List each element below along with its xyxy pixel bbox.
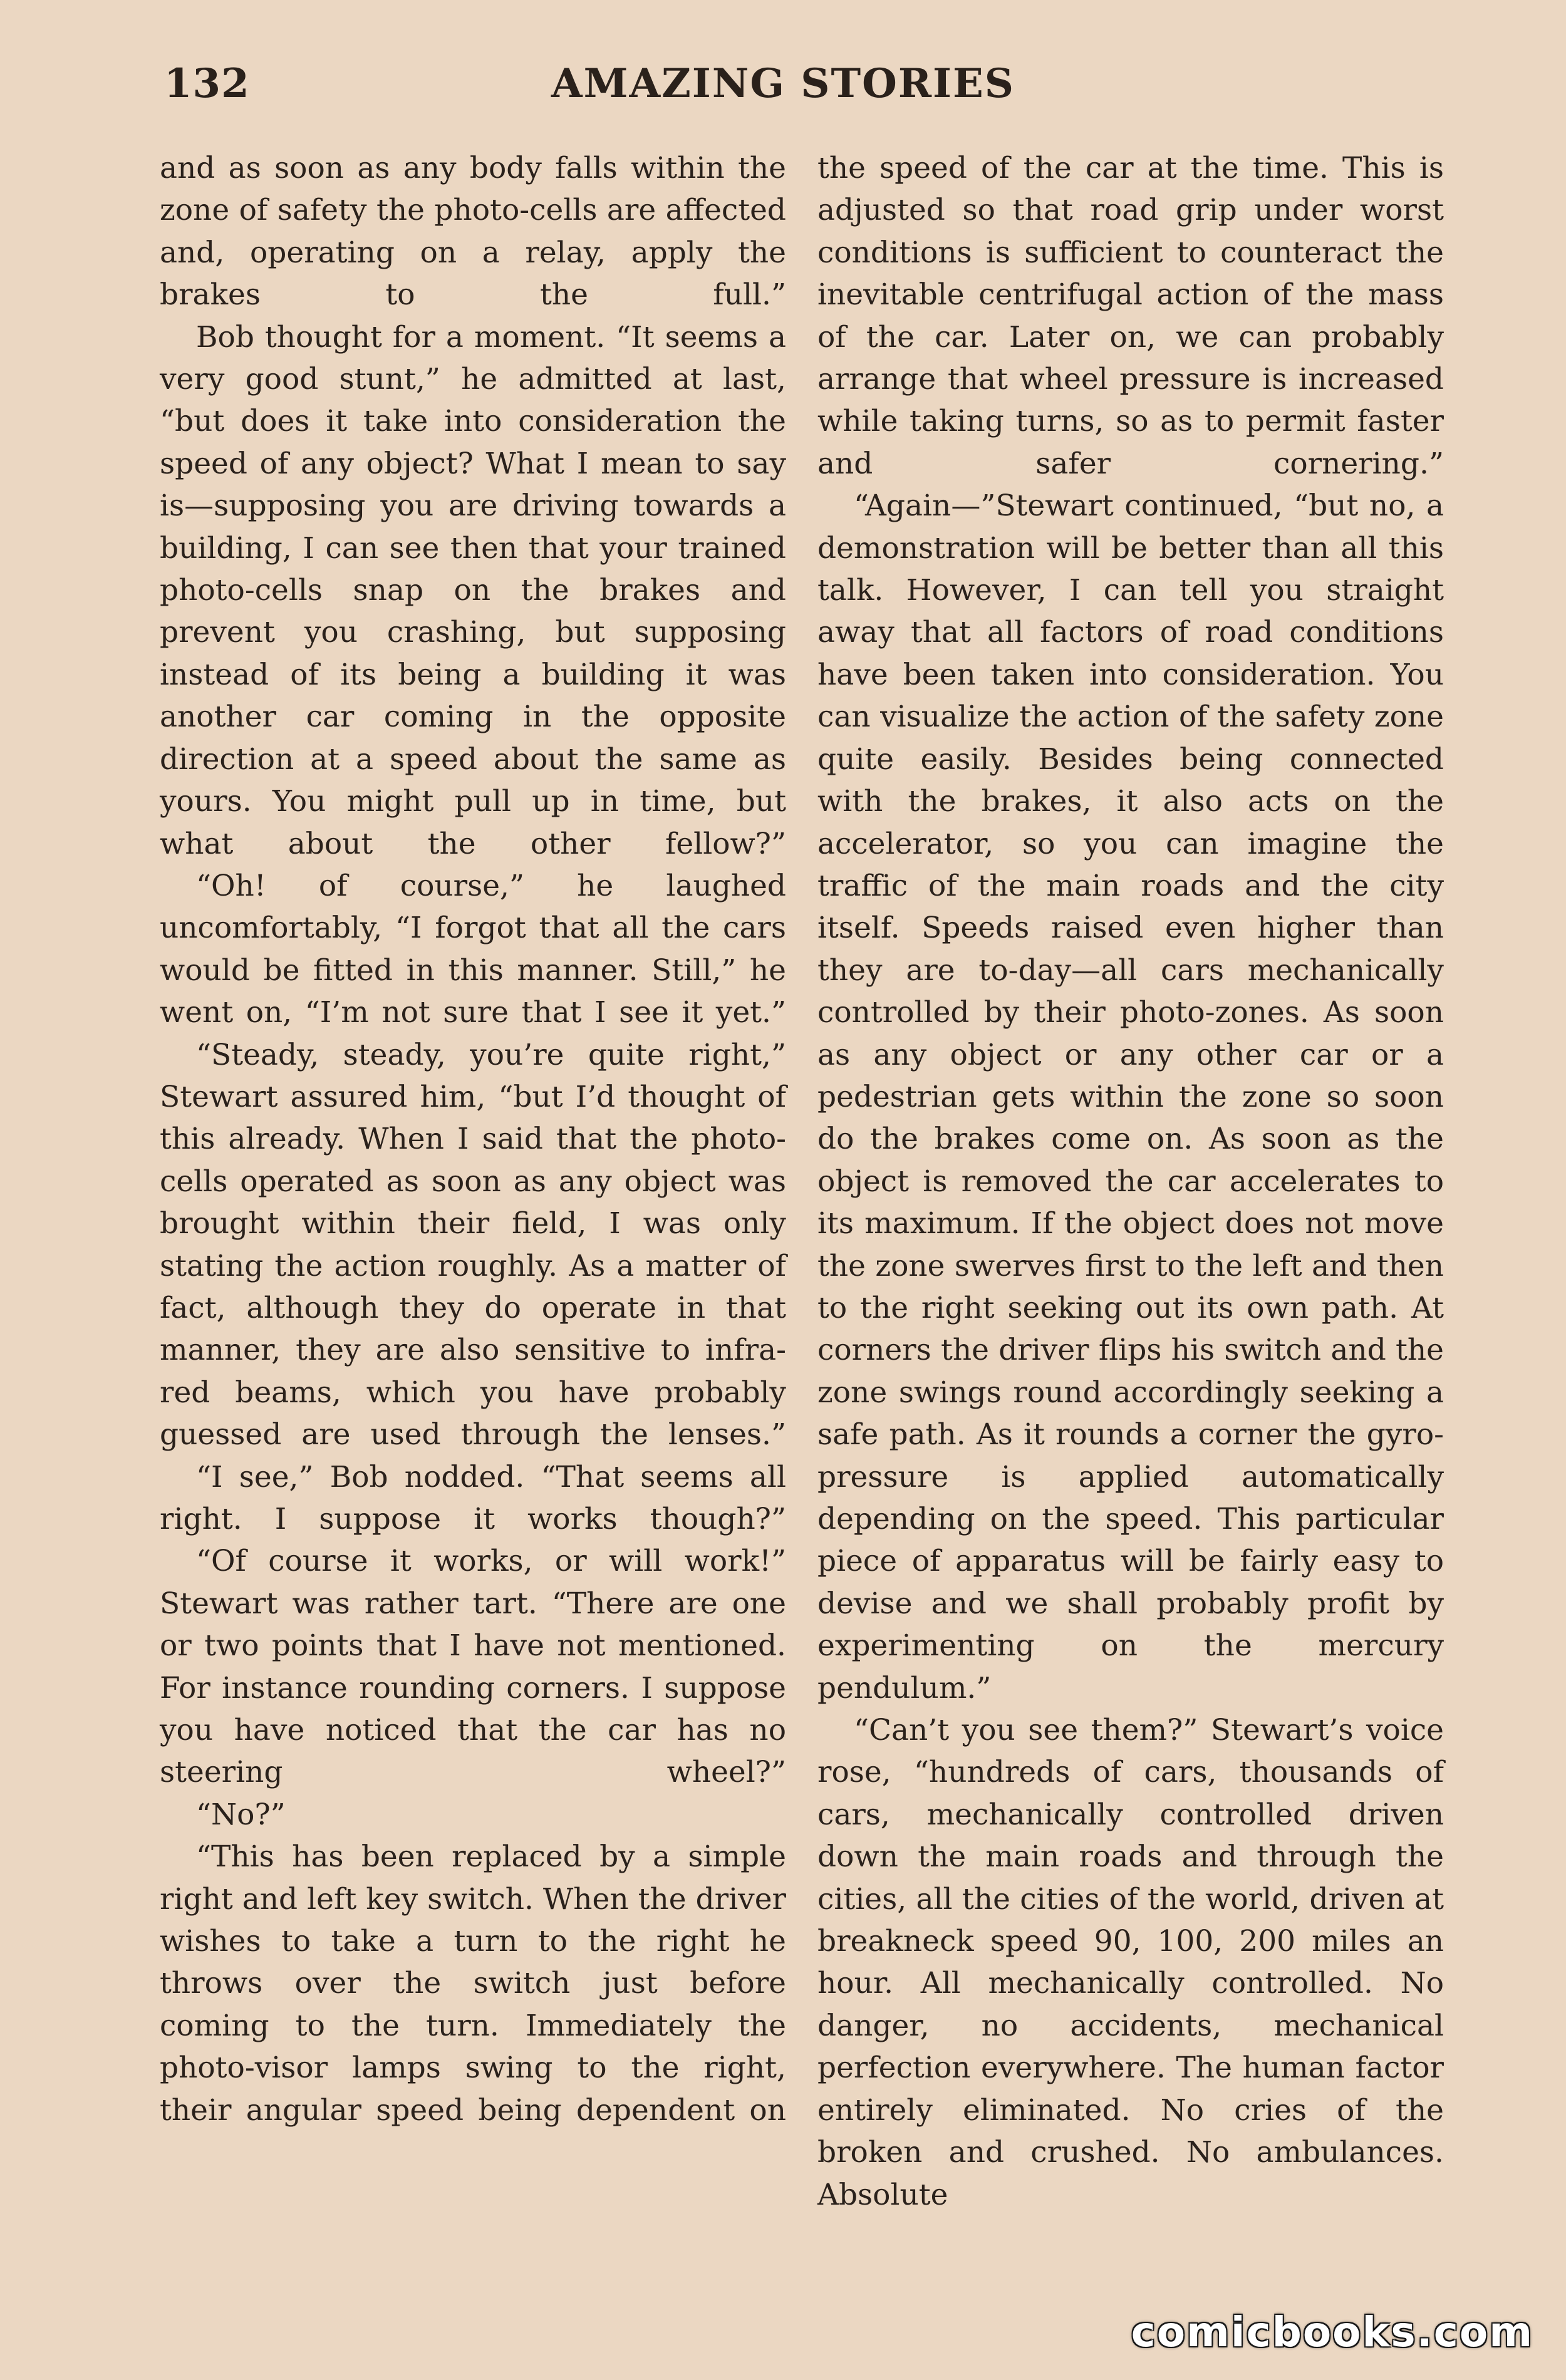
running-head: AMAZING STORIES xyxy=(551,60,1015,107)
paragraph: “Again—”Stewart continued, “but no, a demonstration will be better than all this talk. However, I can tell you straight away that all factors of road conditions have been taken into consideration. You can visualize the action of the safety zone quite easily. Besides being connected with the brakes, it also acts on the accelerator, so you can imagine the traffic of the main roads and the city itself. Speeds raised even higher than they are to-day—all cars mechanically controlled by their photo-zones. As soon as any object or any other car or a pedestrian gets within the zone so soon do the brakes come on. As soon as the object is removed the car accelerates to its maximum. If the object does not move the zone swerves first to the left and then to the right seeking out its own path. At corners the driver flips his switch and the zone swings round accordingly seeking a safe path. As it rounds a corner the gyro-pressure is applied automatically depending on the speed. This particular piece of apparatus will be fairly easy to devise and we shall probably profit by experimenting on the mercury pendulum.” xyxy=(817,489,1444,1705)
paragraph: “Can’t you see them?” Stewart’s voice rose, “hundreds of cars, thousands of cars, mechanically controlled driven down the main roads and through the cities, all the cities of the world, driven at breakneck speed 90, 100, 200 miles an hour. All mechanically controlled. No danger, no accidents, mechanical perfection everywhere. The human factor entirely eliminated. No cries of the broken and crushed. No ambulances. Absolute xyxy=(817,1713,1444,2212)
site-watermark: comicbooks.com xyxy=(1131,2308,1533,2356)
paragraph: the speed of the car at the time. This is adjusted so that road grip under worst conditions is sufficient to counteract the inevitable centrifugal action of the mass of the car. Later on, we can probably arrange that wheel pressure is increased while taking turns, so as to permit faster and safer cornering.” xyxy=(817,151,1444,481)
paragraph: “This has been replaced by a simple right and left key switch. When the driver wishes to take a turn to the right he throws over the switch just before coming to the turn. Immediately the photo-visor lamps swing to the right, their angular speed being dependent on xyxy=(160,1839,786,2128)
paragraph: and as soon as any body falls within the zone of safety the photo-cells are affected and, operating on a relay, apply the brakes to the full.” xyxy=(160,151,786,313)
paragraph: Bob thought for a moment. “It seems a very good stunt,” he admitted at last, “but does it take into consideration the speed of any object? What I mean to say is—supposing you are driving towards a building, I can see then that your trained photo-cells snap on the brakes and prevent you crashing, but supposing instead of its being a building it was another car coming in the opposite direction at a speed about the same as yours. You might pull up in time, but what about the other fellow?” xyxy=(160,319,786,861)
paragraph: “No?” xyxy=(196,1797,286,1832)
right-column xyxy=(817,147,1444,2216)
paragraph: “Steady, steady, you’re quite right,” Stewart assured him, “but I’d thought of this already. When I said that the photo-cells operated as soon as any object was brought within their field, I was only stating the action roughly. As a matter of fact, although they do operate in that manner, they are also sensitive to infra-red beams, which you have probably guessed are used through the lenses.” xyxy=(160,1037,786,1452)
left-column xyxy=(160,147,786,2131)
paragraph: “Oh! of course,” he laughed uncomfortably, “I forgot that all the cars would be fitted in this manner. Still,” he went on, “I’m not sure that I see it yet.” xyxy=(160,868,786,1030)
paragraph: “I see,” Bob nodded. “That seems all right. I suppose it works though?” xyxy=(160,1459,786,1536)
page-number: 132 xyxy=(164,60,250,107)
paragraph: “Of course it works, or will work!” Stewart was rather tart. “There are one or two points that I have not mentioned. For instance rounding corners. I suppose you have noticed that the car has no steering wheel?” xyxy=(160,1544,786,1790)
